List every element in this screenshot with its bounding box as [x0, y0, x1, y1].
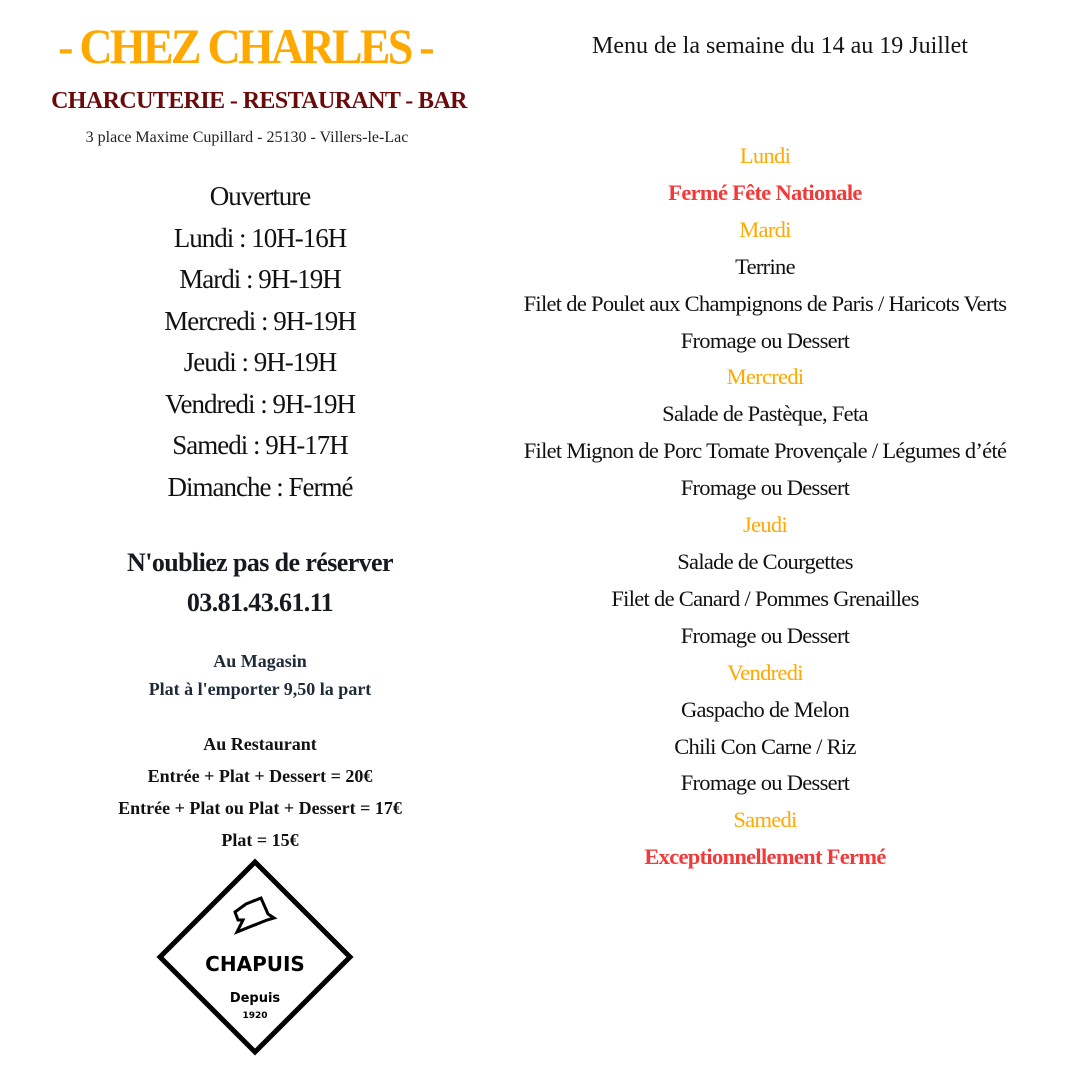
formula-main-only: Plat = 15€ [221, 830, 299, 850]
weekly-menu [470, 138, 1060, 876]
hours-friday: Vendredi : 9H-19H [165, 388, 355, 419]
hours-tuesday: Mardi : 9H-19H [179, 264, 341, 294]
shop-block [40, 647, 480, 703]
restaurant-title: Au Restaurant [203, 734, 317, 754]
menu-saturday-closed: Exceptionnellement Fermé [644, 844, 886, 870]
brand-subtitle: CHARCUTERIE - RESTAURANT - BAR [51, 88, 467, 114]
address: 3 place Maxime Cupillard - 25130 - Villers-le-Lac [85, 129, 409, 146]
menu-day-friday: Vendredi [727, 659, 803, 685]
logo-name: CHAPUIS [205, 952, 305, 976]
week-menu-title: Menu de la semaine du 14 au 19 Juillet [592, 33, 968, 59]
restaurant-block [20, 728, 500, 856]
reservation-phone[interactable]: 03.81.43.61.11 [186, 588, 334, 617]
chapuis-logo [156, 858, 354, 1056]
menu-tuesday-dessert: Fromage ou Dessert [680, 327, 850, 353]
menu-wednesday-dessert: Fromage ou Dessert [680, 475, 850, 501]
menu-wednesday-starter: Salade de Pastèque, Feta [662, 401, 868, 427]
menu-tuesday-starter: Terrine [735, 253, 795, 279]
menu-thursday-starter: Salade de Courgettes [677, 548, 853, 574]
menu-tuesday-main: Filet de Poulet aux Champignons de Paris / Haricots Verts [523, 290, 1007, 316]
menu-thursday-dessert: Fromage ou Dessert [680, 622, 850, 648]
menu-day-monday: Lundi [739, 143, 791, 168]
menu-friday-main: Chili Con Carne / Riz [674, 733, 856, 759]
formula-two-courses: Entrée + Plat ou Plat + Dessert = 17€ [118, 798, 402, 818]
menu-wednesday-main: Filet Mignon de Porc Tomate Provençale / Légumes d’été [523, 438, 1007, 464]
logo-since-label: Depuis [229, 991, 281, 1006]
menu-day-saturday: Samedi [733, 807, 797, 833]
opening-hours-title: Ouverture [209, 181, 311, 211]
hours-sunday: Dimanche : Fermé [167, 471, 353, 502]
menu-monday-closed: Fermé Fête Nationale [668, 179, 862, 205]
formula-full: Entrée + Plat + Dessert = 20€ [147, 766, 373, 786]
shop-offer: Plat à l'emporter 9,50 la part [148, 679, 372, 699]
menu-friday-dessert: Fromage ou Dessert [680, 770, 850, 796]
hours-saturday: Samedi : 9H-17H [172, 430, 348, 460]
shop-title: Au Magasin [213, 651, 307, 671]
menu-day-thursday: Jeudi [743, 512, 787, 538]
menu-day-tuesday: Mardi [739, 216, 791, 242]
menu-day-wednesday: Mercredi [726, 364, 804, 390]
menu-thursday-main: Filet de Canard / Pommes Grenailles [611, 585, 919, 611]
opening-hours [60, 176, 460, 508]
menu-friday-starter: Gaspacho de Melon [680, 696, 850, 722]
logo-year: 1920 [242, 1011, 268, 1021]
brand-title: - CHEZ CHARLES - [58, 18, 432, 74]
hours-thursday: Jeudi : 9H-19H [183, 347, 337, 377]
reservation-block [40, 543, 480, 623]
reservation-text: N'oubliez pas de réserver [127, 548, 393, 577]
hours-monday: Lundi : 10H-16H [173, 222, 347, 253]
hours-wednesday: Mercredi : 9H-19H [164, 305, 356, 336]
